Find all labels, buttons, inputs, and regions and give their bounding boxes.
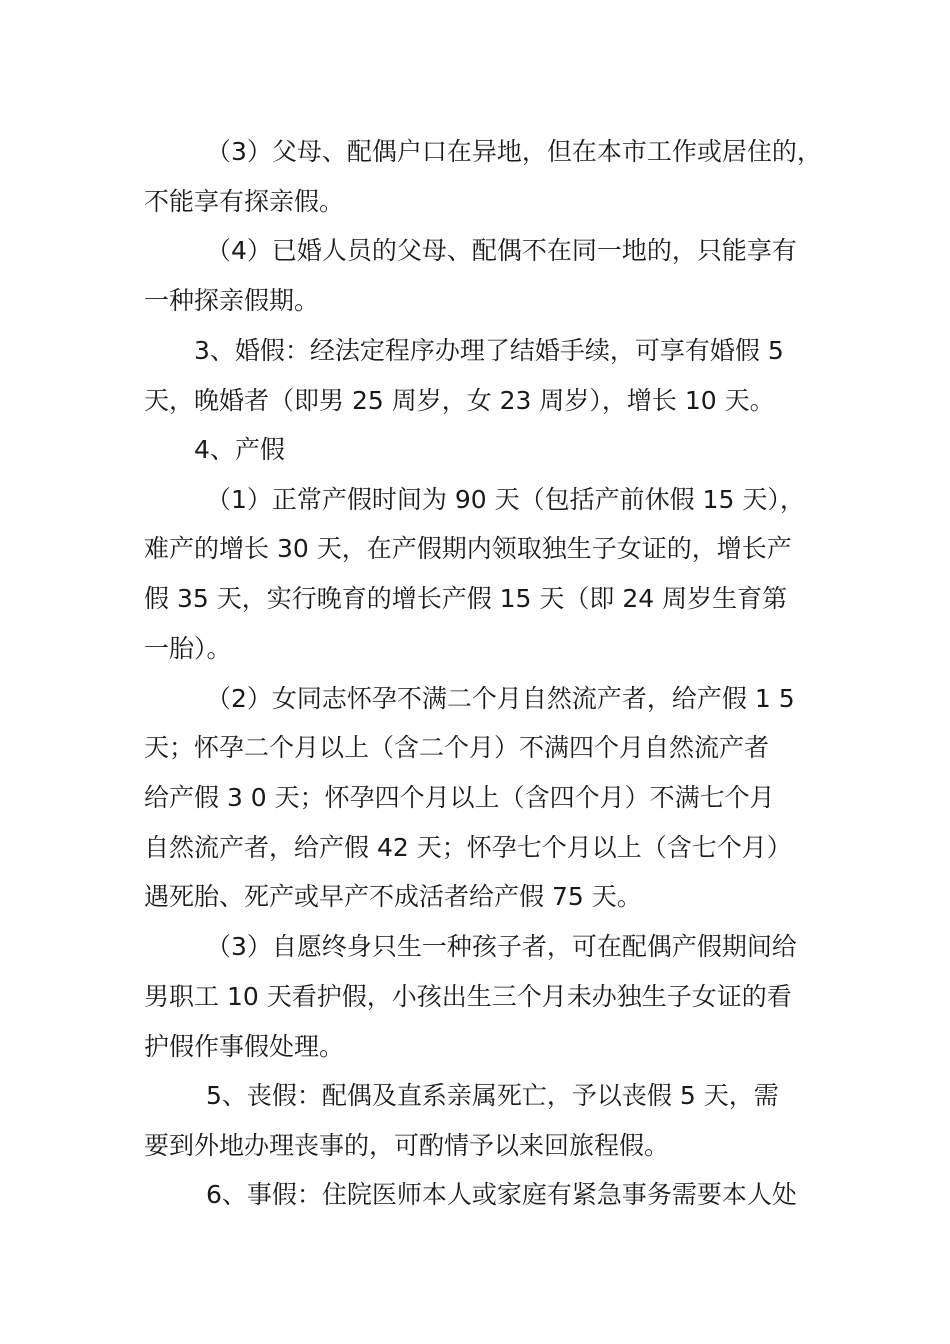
text-line: 一胎）。 [144,634,232,663]
text-line: （1）正常产假时间为 90 天（包括产前休假 15 天）， [206,485,805,514]
text-line: 护假作事假处理。 [144,1032,345,1061]
text-line: 遇死胎、死产或早产不成活者给产假 75 天。 [144,882,642,911]
text-line: 难产的增长 30 天，在产假期内领取独生子女证的，增长产 [144,534,792,563]
text-line: 5、丧假：配偶及直系亲属死亡，予以丧假 5 天，需 [206,1081,779,1110]
text-line: （3）父母、配偶户口在异地，但在本市工作或居住的， [206,137,822,166]
text-line: 3、婚假：经法定程序办理了结婚手续，可享有婚假 5 [194,336,784,365]
text-line: 天；怀孕二个月以上（含二个月）不满四个月自然流产者 [144,733,770,762]
text-line: 男职工 10 天看护假，小孩出生三个月未办独生子女证的看 [144,982,792,1011]
text-line: 天，晚婚者（即男 25 周岁，女 23 周岁），增长 10 天。 [144,386,775,415]
text-line: 自然流产者，给产假 42 天；怀孕七个月以上（含七个月） [144,833,792,862]
text-line: 要到外地办理丧事的，可酌情予以来回旅程假。 [144,1131,670,1160]
text-line: （2）女同志怀孕不满二个月自然流产者，给产假 1 5 [206,684,795,713]
text-line: 假 35 天，实行晚育的增长产假 15 天（即 24 周岁生育第 [144,584,788,613]
text-line: 给产假 3 0 天；怀孕四个月以上（含四个月）不满七个月 [144,783,775,812]
text-line: 6、事假：住院医师本人或家庭有紧急事务需要本人处 [206,1180,797,1209]
text-line: 一种探亲假期。 [144,286,320,315]
text-line: （4）已婚人员的父母、配偶不在同一地的，只能享有 [206,236,797,265]
section-heading: 4、产假 [194,435,285,464]
text-line: （3）自愿终身只生一种孩子者，可在配偶产假期间给 [206,932,797,961]
text-line: 不能享有探亲假。 [144,187,345,216]
